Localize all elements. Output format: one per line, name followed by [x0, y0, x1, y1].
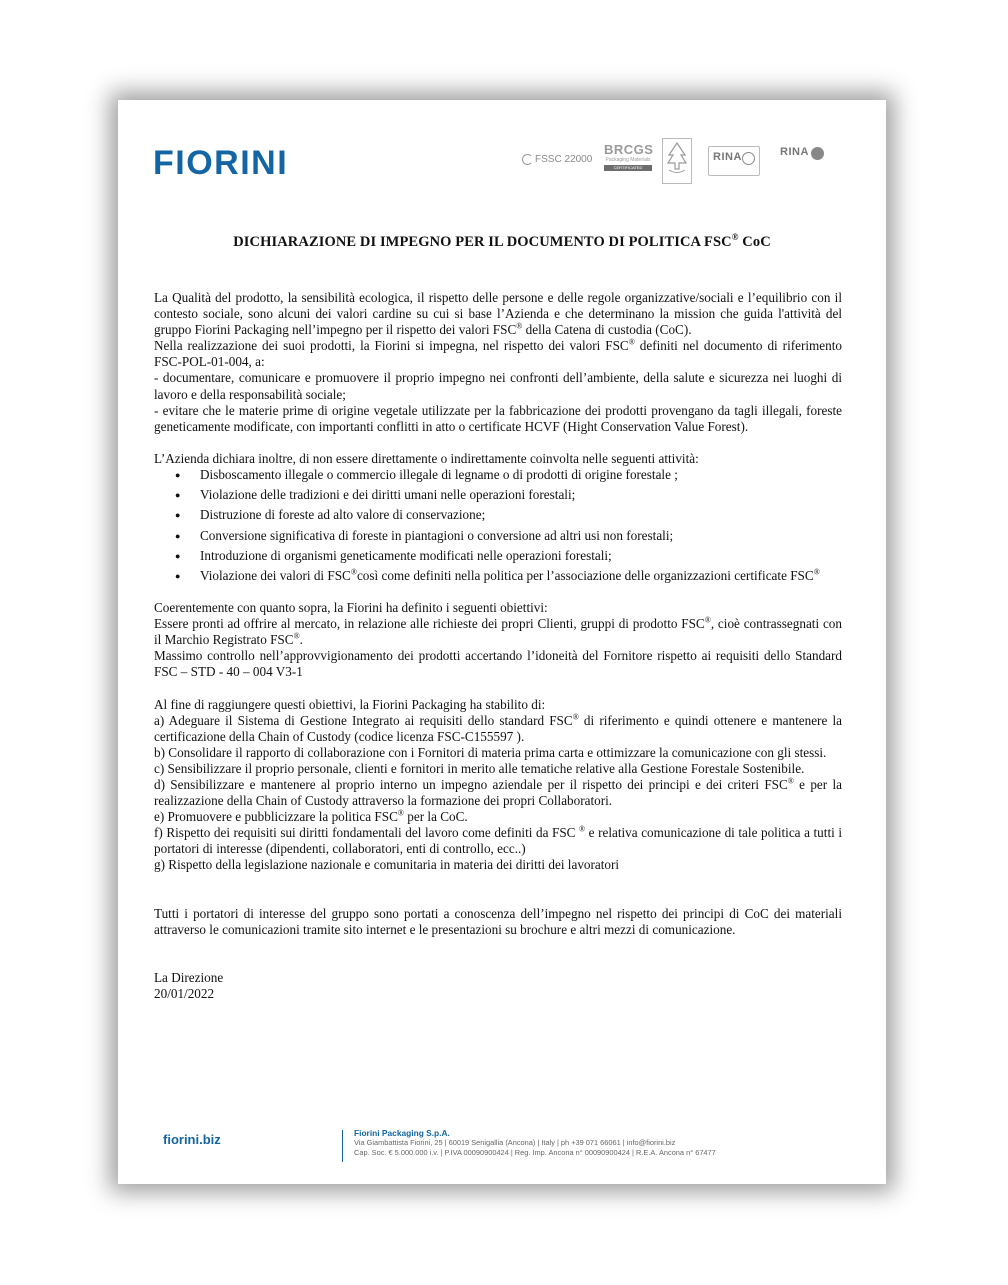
intro-paragraph-3: - documentare, comunicare e promuovere il proprio impegno nei confronti dell’ambiente, della salute e sicurezza nei luoghi di lavoro e della responsabilità sociale; [154, 370, 842, 402]
signature-by: La Direzione [154, 969, 224, 985]
footer-company-name: Fiorini Packaging S.p.A. [354, 1128, 450, 1138]
objectives-lead: Coerentemente con quanto sopra, la Fiorini ha definito i seguenti obiettivi: [154, 600, 548, 616]
document-title: DICHIARAZIONE DI IMPEGNO PER IL DOCUMENTO DI POLITICA FSC® CoC [233, 232, 771, 250]
closing-paragraph: Tutti i portatori di interesse del gruppo sono portati a conoscenza dell’impegno nel rispetto dei principi di CoC dei materiali attraverso le comunicazioni tramite sito internet e le presentazioni su brochure e altri mezzi di comunicazione. [154, 905, 842, 937]
rina-circle-icon [811, 147, 824, 160]
measure-g: g) Rispetto della legislazione nazionale e comunitaria in materia dei diritti dei lavoratori [154, 857, 620, 873]
list-item: ● Distruzione di foreste ad alto valore di conservazione; [154, 507, 842, 523]
signature-date: 20/01/2022 [154, 985, 215, 1001]
rina-logo-1 [708, 146, 760, 176]
measure-a: a) Adeguare il Sistema di Gestione Integrato ai requisiti dello standard FSC® di riferimento e quindi ottenere e mantenere la certificazione della Chain of Custody (codice licenza FSC-C155597 ). [154, 712, 842, 744]
measures-lead: Al fine di raggiungere questi obiettivi, la Fiorini Packaging ha stabilito di: [154, 696, 546, 712]
brcgs-label: BRCGS [604, 142, 654, 157]
brcgs-sub-label: Packaging Materials [605, 157, 651, 163]
list-item: ● Violazione delle tradizioni e dei diritti umani nelle operazioni forestali; [154, 487, 842, 503]
company-logo: FIORINI [153, 144, 289, 182]
fsc-tree-icon [663, 139, 691, 183]
measure-b: b) Consolidare il rapporto di collaborazione con i Fornitori di materia prima carta e ottimizzare la comunicazione con gli stessi. [154, 744, 827, 760]
fssc-ring-icon [522, 154, 533, 165]
objective-1: Essere pronti ad offrire al mercato, in relazione alle richieste dei propri Clienti, gruppi di prodotto FSC®, cioè contrassegnati con il Marchio Registrato FSC®. [154, 615, 842, 648]
intro-paragraph-1: La Qualità del prodotto, la sensibilità ecologica, il rispetto delle persone e delle regole organizzative/sociali e l’equilibrio con il contesto sociale, sono alcuni dei valori cardine su cui si base l’Azienda e che determinano la mission che guida l'attività del gruppo Fiorini Packaging nell’impegno per il rispetto dei valori FSC® della Catena di custodia (CoC). [154, 290, 842, 338]
page-footer [118, 1126, 886, 1166]
footer-address: Via Giambattista Fiorini, 25 | 60019 Senigallia (Ancona) | Italy | ph +39 071 66061 | info@fiorini.biz [354, 1138, 676, 1147]
rina-label-2: RINA [780, 146, 809, 158]
fssc-logo [522, 154, 592, 165]
footer-registration: Cap. Soc. € 5.000.000 i.v. | P.IVA 00090900424 | Reg. Imp. Ancona n° 00090900424 | R.E.A. Ancona n° 67477 [354, 1148, 716, 1157]
list-item: ● Violazione dei valori di FSC®così come definiti nella politica per l’associazione delle organizzazioni certificate FSC® [154, 568, 842, 584]
activities-lead: L’Azienda dichiara inoltre, di non essere direttamente o indirettamente coinvolta nelle seguenti attività: [154, 450, 699, 466]
list-item: ● Conversione significativa di foreste in piantagioni o conversione ad altri usi non forestali; [154, 528, 842, 544]
brcgs-bar: CERTIFICATED [604, 165, 652, 171]
rina-logo-2 [776, 142, 828, 178]
intro-paragraph-4: - evitare che le materie prime di origine vegetale utilizzate per la fabbricazione dei prodotti provengano da tagli illegali, foreste geneticamente modificate, con importanti conflitti in atto o certificate HCVF (Hight Conservation Value Forest). [154, 402, 842, 434]
measure-e: e) Promuovere e pubblicizzare la politica FSC® per la CoC. [154, 808, 468, 825]
document-body [154, 290, 842, 1002]
rina-label-1: RINA [713, 151, 742, 163]
activities-list [154, 467, 842, 584]
measure-c: c) Sensibilizzare il proprio personale, clienti e fornitori in merito alle tematiche relative alla Gestione Forestale Sostenibile. [154, 760, 805, 776]
measure-f: f) Rispetto dei requisiti sui diritti fondamentali del lavoro come definiti da FSC ® e relativa comunicazione di tale politica a tutti i portatori di interesse (dipendenti, collaboratori, enti di controllo, ecc..) [154, 824, 842, 857]
document-page [118, 100, 886, 1184]
list-item: ● Disboscamento illegale o commercio illegale di legname o di prodotti di origine forestale ; [154, 467, 842, 483]
rina-circle-icon [742, 152, 755, 165]
fsc-logo [662, 138, 692, 184]
certification-logos [522, 138, 842, 188]
footer-divider [342, 1130, 343, 1162]
brcgs-logo [604, 142, 652, 171]
intro-paragraph-2: Nella realizzazione dei suoi prodotti, la Fiorini si impegna, nel rispetto dei valori FSC® definiti nel documento di riferimento FSC-POL-01-004, a: [154, 337, 842, 370]
footer-company-info [354, 1128, 716, 1158]
footer-website-link[interactable]: fiorini.biz [163, 1132, 221, 1147]
fssc-label: FSSC 22000 [535, 154, 593, 165]
list-item: ● Introduzione di organismi geneticamente modificati nelle operazioni forestali; [154, 548, 842, 564]
measure-d: d) Sensibilizzare e mantenere al proprio interno un impegno aziendale per il rispetto dei principi e dei criteri FSC® e per la realizzazione della Chain of Custody attraverso la formazione dei propri Collaboratori. [154, 776, 842, 809]
objective-2: Massimo controllo nell’approvvigionamento dei prodotti accertando l’idoneità del Fornitore rispetto ai requisiti dello Standard FSC – STD - 40 – 004 V3-1 [154, 648, 842, 680]
